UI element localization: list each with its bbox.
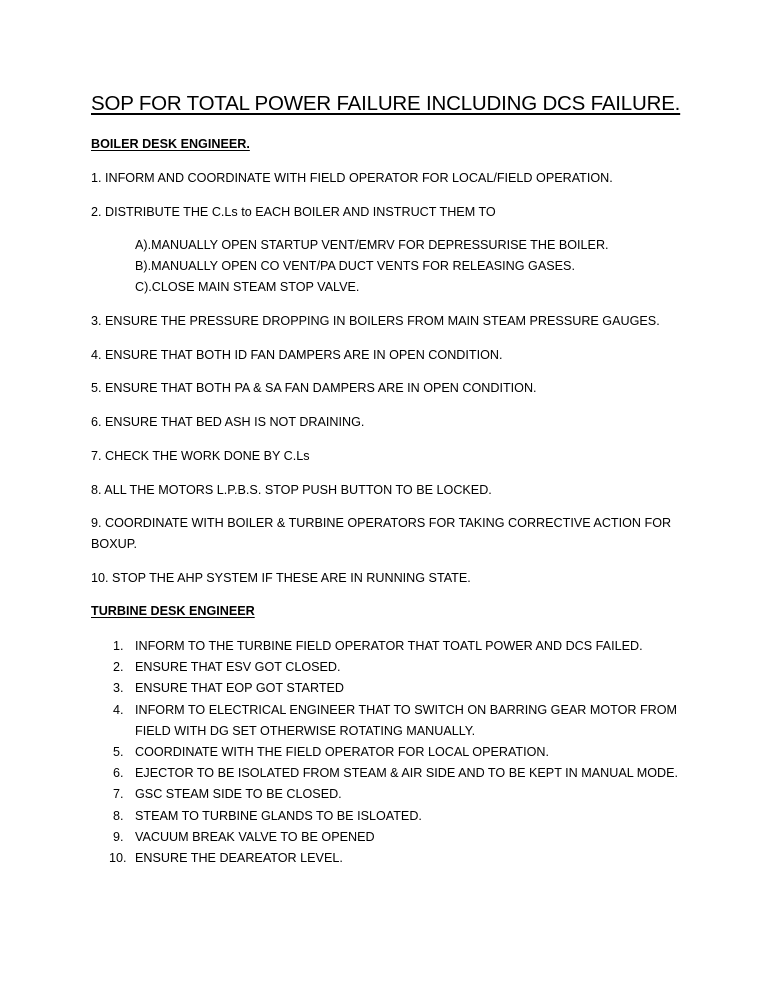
turbine-section-heading: TURBINE DESK ENGINEER	[91, 604, 255, 618]
list-item-text	[135, 700, 677, 742]
list-item-number: 4.	[113, 702, 124, 717]
boiler-step-9-line-1: 9. COORDINATE WITH BOILER & TURBINE OPERATORS FOR TAKING CORRECTIVE ACTION FOR	[91, 516, 672, 530]
boiler-step-9-line-2: BOXUP.	[91, 537, 137, 551]
list-item-number: 10.	[109, 850, 127, 865]
list-item-text: VACUUM BREAK VALVE TO BE OPENED	[135, 829, 375, 844]
list-item-number: 9.	[113, 829, 124, 844]
list-item-number: 3.	[113, 681, 124, 696]
boiler-step-6: 6. ENSURE THAT BED ASH IS NOT DRAINING.	[91, 415, 365, 429]
list-item-text: GSC STEAM SIDE TO BE CLOSED.	[135, 787, 342, 802]
boiler-substep-c: C).CLOSE MAIN STEAM STOP VALVE.	[135, 280, 360, 294]
list-item-number: 7.	[113, 787, 124, 802]
boiler-step-5: 5. ENSURE THAT BOTH PA & SA FAN DAMPERS ARE IN OPEN CONDITION.	[91, 381, 537, 395]
boiler-step-7: 7. CHECK THE WORK DONE BY C.Ls	[91, 449, 310, 463]
page-title: SOP FOR TOTAL POWER FAILURE INCLUDING DCS FAILURE.	[91, 92, 681, 115]
boiler-step-8: 8. ALL THE MOTORS L.P.B.S. STOP PUSH BUTTON TO BE LOCKED.	[91, 483, 492, 497]
list-item-number: 6.	[113, 766, 124, 781]
list-item-text-line-1: INFORM TO ELECTRICAL ENGINEER THAT TO SWITCH ON BARRING GEAR MOTOR FROM	[135, 702, 678, 717]
boiler-step-10: 10. STOP THE AHP SYSTEM IF THESE ARE IN RUNNING STATE.	[91, 571, 471, 585]
boiler-substep-a: A).MANUALLY OPEN STARTUP VENT/EMRV FOR DEPRESSURISE THE BOILER.	[135, 238, 609, 252]
boiler-substep-b: B).MANUALLY OPEN CO VENT/PA DUCT VENTS FOR RELEASING GASES.	[135, 259, 575, 273]
list-item-text: INFORM TO THE TURBINE FIELD OPERATOR THAT TOATL POWER AND DCS FAILED.	[135, 639, 643, 653]
list-item-text: STEAM TO TURBINE GLANDS TO BE ISLOATED.	[135, 808, 422, 823]
boiler-section-heading: BOILER DESK ENGINEER.	[91, 137, 250, 151]
list-item-number: 2.	[113, 660, 124, 675]
list-item-text: ENSURE THE DEAREATOR LEVEL.	[135, 850, 343, 865]
boiler-step-3: 3. ENSURE THE PRESSURE DROPPING IN BOILERS FROM MAIN STEAM PRESSURE GAUGES.	[91, 314, 660, 328]
list-item-text-line-2: FIELD WITH DG SET OTHERWISE ROTATING MANUALLY.	[135, 723, 476, 738]
boiler-step-2: 2. DISTRIBUTE THE C.Ls to EACH BOILER AND INSTRUCT THEM TO	[91, 205, 496, 219]
list-item-text: COORDINATE WITH THE FIELD OPERATOR FOR LOCAL OPERATION.	[135, 744, 550, 759]
list-item-number: 1.	[113, 639, 124, 653]
boiler-step-4: 4. ENSURE THAT BOTH ID FAN DAMPERS ARE IN OPEN CONDITION.	[91, 348, 503, 362]
list-item-text: ENSURE THAT EOP GOT STARTED	[135, 681, 345, 696]
list-item-number: 8.	[113, 808, 124, 823]
list-item-text: ENSURE THAT ESV GOT CLOSED.	[135, 660, 341, 675]
list-item-number: 5.	[113, 744, 124, 759]
list-item-text: EJECTOR TO BE ISOLATED FROM STEAM & AIR SIDE AND TO BE KEPT IN MANUAL MODE.	[135, 766, 679, 781]
boiler-step-1: 1. INFORM AND COORDINATE WITH FIELD OPERATOR FOR LOCAL/FIELD OPERATION.	[91, 171, 613, 185]
